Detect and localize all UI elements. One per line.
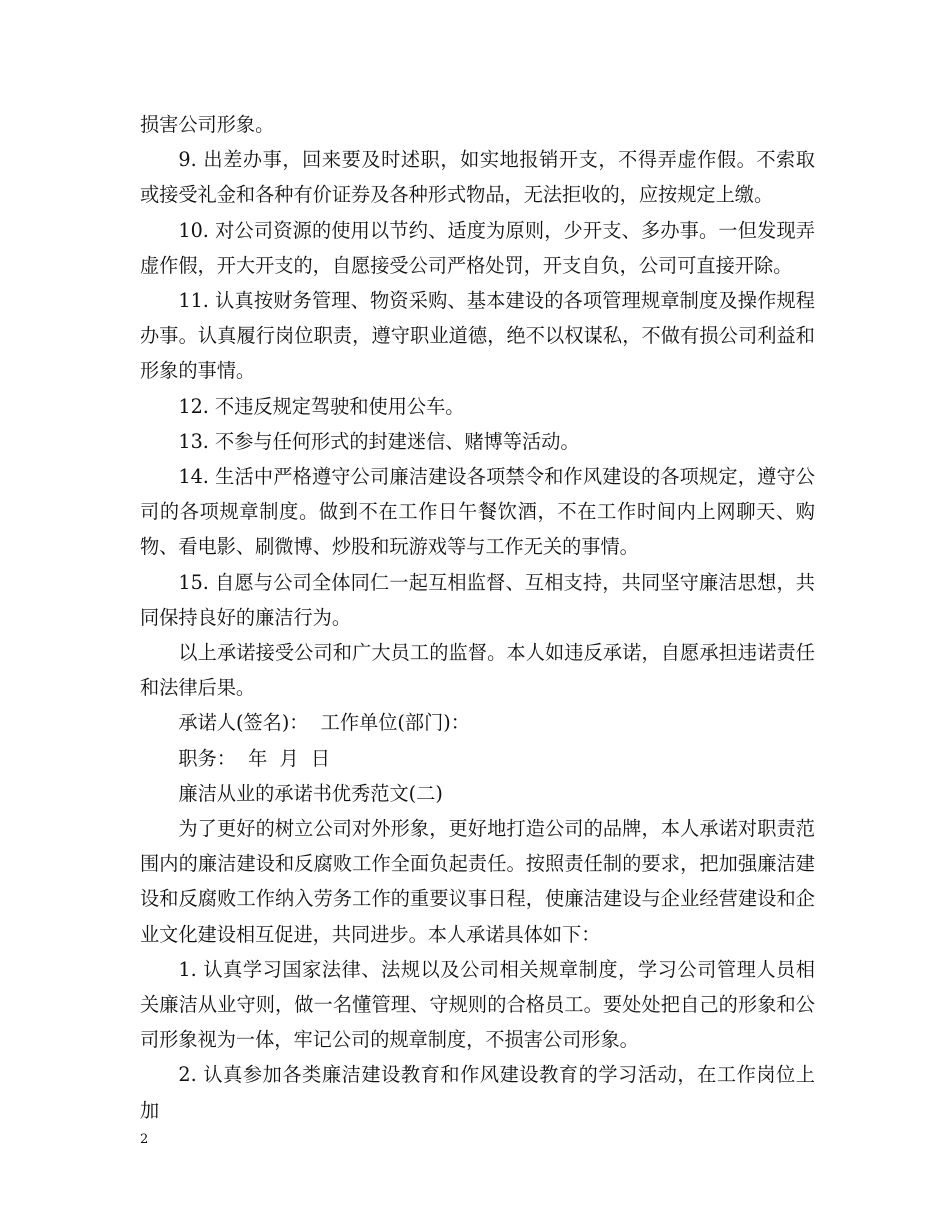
paragraph-item-14: 14. 生活中严格遵守公司廉洁建设各项禁令和作风建设的各项规定，遵守公司的各项规章制度。做到不在工作日午餐饮酒，不在工作时间内上网聊天、购物、看电影、刷微博、炒股和玩游戏等与工作无关的事情。 [140, 465, 815, 559]
paragraph-continued: 损害公司形象。 [140, 113, 275, 136]
paragraph-intro: 为了更好的树立公司对外形象，更好地打造公司的品牌，本人承诺对职责范围内的廉洁建设和反腐败工作全面负起责任。按照责任制的要求，把加强廉洁建设和反腐败工作纳入劳务工作的重要议事日程，使廉洁建设与企业经营建设和企业文化建设相互促进，共同进步。本人承诺具体如下： [140, 817, 815, 946]
signature-line: 承诺人(签名)： 工作单位(部门)： [178, 711, 470, 735]
paragraph-item-9: 9. 出差办事，回来要及时述职，如实地报销开支，不得弄虚作假。不索取或接受礼金和各种有价证券及各种形式物品，无法拒收的，应按规定上缴。 [140, 148, 815, 207]
document-body [140, 107, 815, 1128]
page-number: 2 [140, 1132, 149, 1147]
position-date-line: 职务： 年 月 日 [178, 746, 331, 770]
paragraph-item-13: 13. 不参与任何形式的封建迷信、赌博等活动。 [178, 429, 580, 453]
paragraph-supervision: 以上承诺接受公司和广大员工的监督。本人如违反承诺，自愿承担违诺责任和法律后果。 [140, 641, 815, 700]
paragraph-item-11: 11. 认真按财务管理、物资采购、基本建设的各项管理规章制度及操作规程办事。认真履行岗位职责，遵守职业道德，绝不以权谋私，不做有损公司利益和形象的事情。 [140, 289, 815, 383]
section-heading: 廉洁从业的承诺书优秀范文(二) [178, 781, 443, 805]
paragraph-item-1: 1. 认真学习国家法律、法规以及公司相关规章制度，学习公司管理人员相关廉洁从业守则，做一名懂管理、守规则的合格员工。要处处把自己的形象和公司形象视为一体，牢记公司的规章制度，不损害公司形象。 [140, 957, 815, 1052]
paragraph-item-2: 2. 认真参加各类廉洁建设教育和作风建设教育的学习活动，在工作岗位上加 [140, 1063, 815, 1122]
paragraph-item-10: 10. 对公司资源的使用以节约、适度为原则，少开支、多办事。一但发现弄虚作假，开大开支的，自愿接受公司严格处罚，开支自负，公司可直接开除。 [140, 218, 815, 277]
paragraph-item-12: 12. 不违反规定驾驶和使用公车。 [178, 394, 465, 418]
paragraph-item-15: 15. 自愿与公司全体同仁一起互相监督、互相支持，共同坚守廉洁思想，共同保持良好的廉洁行为。 [140, 570, 815, 629]
